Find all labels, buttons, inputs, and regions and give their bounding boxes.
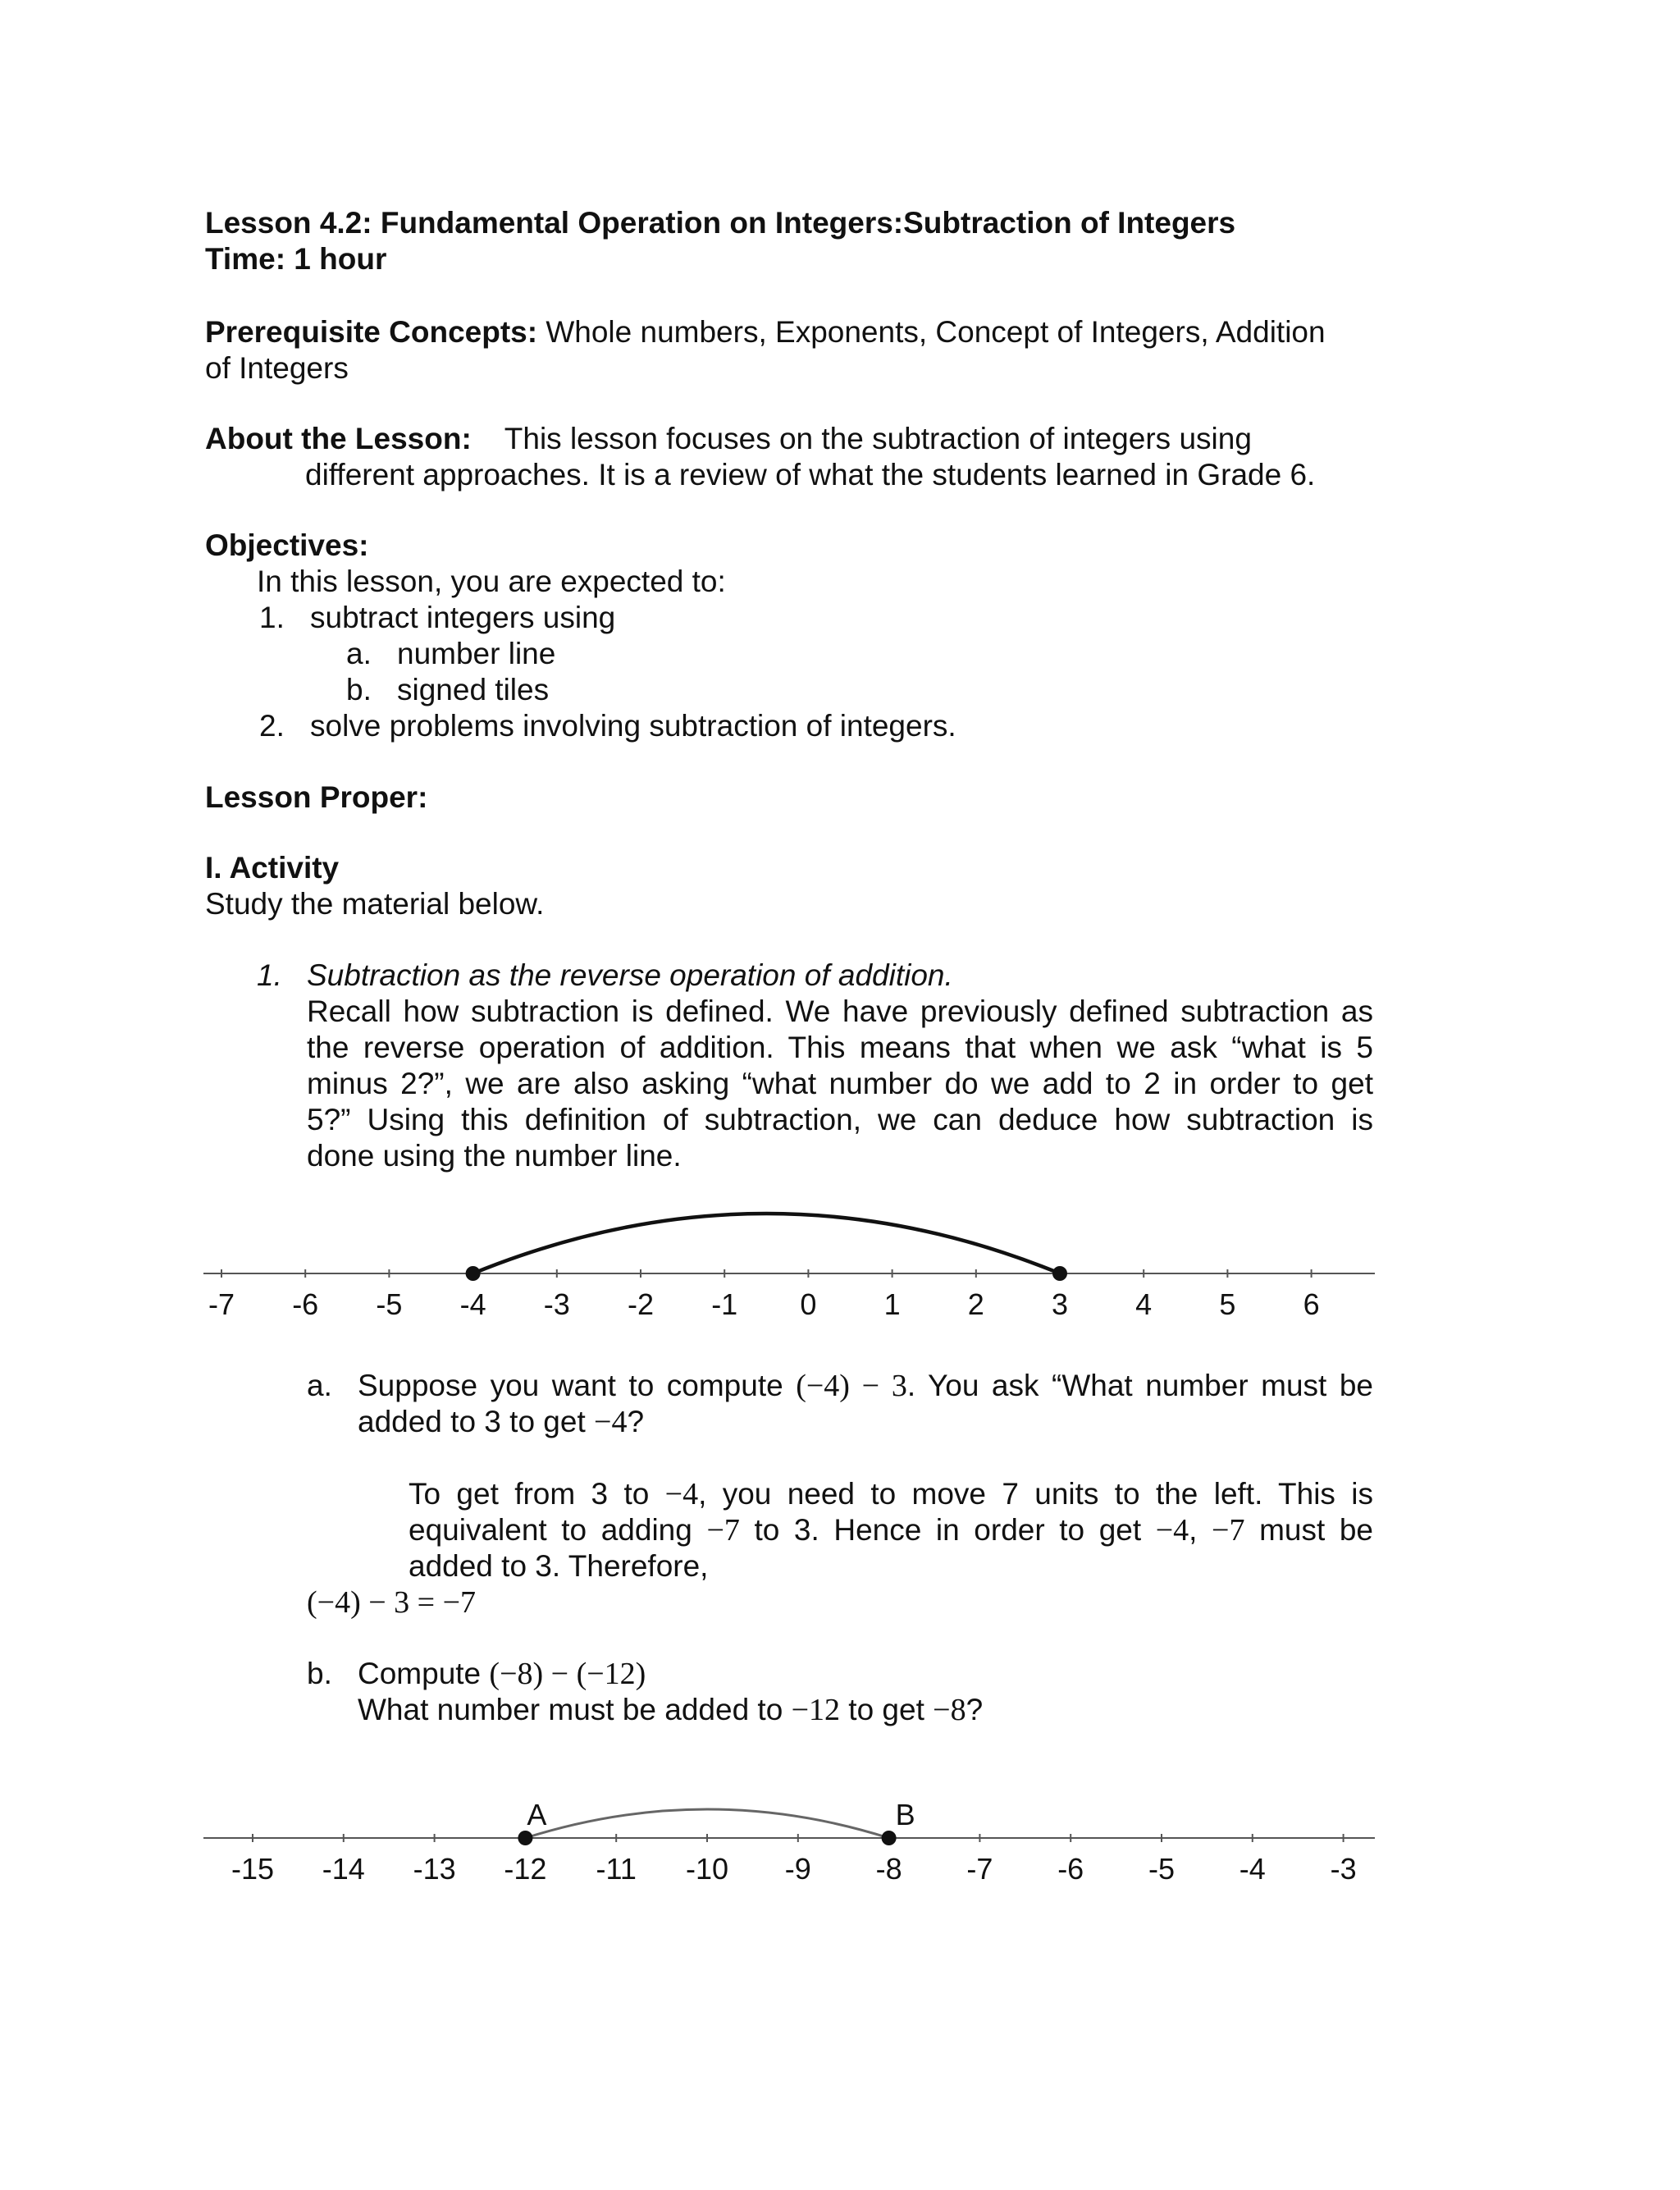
part-a-explanation-math: −4: [1155, 1513, 1189, 1548]
part-a-explanation-text: to 3. Hence in order to get: [739, 1513, 1156, 1547]
part-b-text: ?: [966, 1693, 984, 1726]
number-line-2-tick-label: -11: [596, 1852, 637, 1886]
part-a-result: (−4) − 3 = −7: [307, 1585, 477, 1620]
part-a-text: Suppose you want to compute: [358, 1369, 797, 1402]
activity-paragraph-line-2: the reverse operation of addition. This means that when we ask “what is 5: [307, 1031, 1373, 1064]
activity-item-1-number: 1.: [257, 958, 282, 992]
number-line-1-tick-label: 0: [800, 1287, 817, 1321]
prerequisites-label: Prerequisite Concepts:: [205, 315, 538, 349]
number-line-1-arc: [473, 1214, 1060, 1273]
number-line-2-tick-label: -6: [1057, 1852, 1084, 1886]
part-a-explanation-text: equivalent to adding: [409, 1513, 707, 1547]
activity-paragraph-line-5: done using the number line.: [307, 1139, 682, 1173]
objective-2-number: 2.: [259, 709, 285, 743]
objectives-intro: In this lesson, you are expected to:: [257, 565, 726, 598]
objective-1b-letter: b.: [346, 673, 372, 706]
number-line-2-tick-label: -5: [1148, 1852, 1176, 1886]
lesson-time: Time: 1 hour: [205, 242, 387, 276]
part-a-explanation-line-3: added to 3. Therefore,: [409, 1549, 709, 1583]
activity-instruction: Study the material below.: [205, 887, 545, 921]
about-line-1: [205, 421, 1252, 457]
activity-paragraph-line-4: 5?” Using this definition of subtraction, we can deduce how subtraction is: [307, 1103, 1373, 1136]
part-b-math: −8: [933, 1693, 966, 1727]
activity-paragraph-line-1: Recall how subtraction is defined. We have previously defined subtraction as: [307, 994, 1373, 1028]
activity-paragraph-line-3: minus 2?”, we are also asking “what number do we add to 2 in order to get: [307, 1067, 1373, 1100]
part-a-line-2: [358, 1404, 644, 1440]
part-b-text: What number must be added to: [358, 1693, 792, 1726]
part-a-expression: −4: [594, 1405, 628, 1439]
part-a-text: . You ask “What number must be: [906, 1369, 1373, 1402]
part-b-text: to get: [840, 1693, 934, 1726]
number-line-2-tick-label: -7: [966, 1852, 993, 1886]
part-a-explanation-text: must be: [1244, 1513, 1373, 1547]
prerequisites-line-2: of Integers: [205, 351, 349, 385]
number-line-2-tick-label: -13: [413, 1852, 456, 1886]
number-line-1-tick-label: -4: [459, 1287, 486, 1321]
prerequisites-text: Whole numbers, Exponents, Concept of Integers, Addition: [537, 315, 1326, 349]
number-line-1-tick-label: 1: [883, 1287, 901, 1321]
number-line-2: [0, 1781, 1680, 1895]
number-line-2-tick-label: -12: [504, 1852, 547, 1886]
part-a-explanation-text: To get from 3 to: [409, 1477, 665, 1511]
number-line-2-tick-label: -10: [685, 1852, 729, 1886]
lesson-title: Lesson 4.2: Fundamental Operation on Integers:Subtraction of Integers: [205, 206, 1236, 240]
point-b-dot: [882, 1831, 897, 1845]
number-line-1-tick-label: -6: [292, 1287, 319, 1321]
number-line-1-tick-label: 3: [1051, 1287, 1069, 1321]
number-line-1-end-dot: [1052, 1266, 1067, 1281]
activity-heading: I. Activity: [205, 851, 340, 885]
part-a-text: ?: [627, 1405, 645, 1438]
part-a-line-1: [358, 1368, 1373, 1404]
part-a-expression: (−4) − 3: [796, 1369, 907, 1403]
part-a-letter: a.: [307, 1369, 332, 1402]
point-a-dot: [518, 1831, 532, 1845]
objective-1a: number line: [397, 637, 556, 670]
point-b-label: B: [895, 1798, 915, 1831]
activity-item-1-title: Subtraction as the reverse operation of addition.: [307, 958, 953, 992]
objective-1a-letter: a.: [346, 637, 372, 670]
number-line-1-tick-label: 4: [1135, 1287, 1153, 1321]
number-line-2-tick-label: -9: [784, 1852, 811, 1886]
part-a-explanation-math: −4: [664, 1477, 699, 1511]
part-a-explanation-text: , you need to move 7 units to the left. This is: [698, 1477, 1373, 1511]
number-line-2-arc: [525, 1809, 888, 1838]
number-line-1: [0, 1182, 1680, 1329]
prerequisites-line-1: [205, 314, 1326, 350]
part-a-explanation-line-1: [409, 1476, 1373, 1512]
objective-2: solve problems involving subtraction of integers.: [310, 709, 956, 743]
part-b-line-1: [358, 1656, 646, 1692]
number-line-1-tick-label: -1: [711, 1287, 738, 1321]
number-line-1-tick-label: -2: [627, 1287, 655, 1321]
number-line-1-tick-label: -5: [376, 1287, 403, 1321]
part-b-line-2: [358, 1692, 983, 1728]
number-line-2-tick-label: -8: [875, 1852, 902, 1886]
part-a-explanation-line-2: [409, 1512, 1373, 1548]
objective-1-number: 1.: [259, 601, 285, 634]
lesson-proper-heading: Lesson Proper:: [205, 780, 428, 814]
part-a-explanation-text: ,: [1189, 1513, 1212, 1547]
number-line-1-tick-label: -3: [543, 1287, 570, 1321]
number-line-2-tick-label: -15: [231, 1852, 275, 1886]
about-text: This lesson focuses on the subtraction of integers using: [504, 422, 1252, 455]
number-line-1-tick-label: 2: [967, 1287, 984, 1321]
number-line-1-tick-label: 5: [1219, 1287, 1236, 1321]
number-line-1-tick-label: -7: [208, 1287, 235, 1321]
objective-1b: signed tiles: [397, 673, 550, 706]
about-line-2: different approaches. It is a review of what the students learned in Grade 6.: [305, 458, 1316, 491]
number-line-2-tick-label: -14: [322, 1852, 365, 1886]
part-a-explanation-math: −7: [1212, 1513, 1245, 1548]
number-line-1-tick-label: 6: [1303, 1287, 1320, 1321]
part-b-letter: b.: [307, 1657, 332, 1690]
objective-1: subtract integers using: [310, 601, 616, 634]
objectives-heading: Objectives:: [205, 528, 369, 562]
part-b-math: −12: [791, 1693, 841, 1727]
number-line-2-tick-label: -3: [1330, 1852, 1357, 1886]
part-b-expression: (−8) − (−12): [489, 1657, 646, 1691]
part-a-text: added to 3 to get: [358, 1405, 595, 1438]
about-label: About the Lesson:: [205, 422, 472, 455]
number-line-1-start-dot: [466, 1266, 481, 1281]
part-a-explanation-math: −7: [706, 1513, 740, 1548]
number-line-2-tick-label: -4: [1239, 1852, 1266, 1886]
part-b-text: Compute: [358, 1657, 490, 1690]
point-a-label: A: [527, 1798, 547, 1831]
